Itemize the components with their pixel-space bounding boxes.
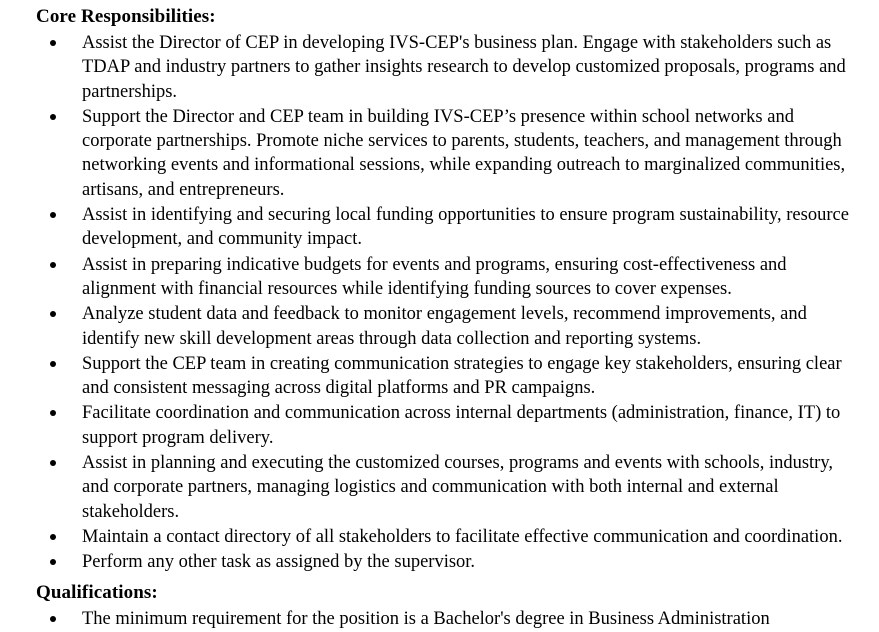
bullet-icon xyxy=(50,410,56,416)
list-item-text: Assist in identifying and securing local funding opportunities to ensure program sustainability, resource development, and community impact. xyxy=(82,205,849,250)
list-item xyxy=(36,203,861,252)
list-item xyxy=(36,607,861,631)
bullet-icon xyxy=(50,534,56,540)
bullet-icon xyxy=(50,212,56,218)
bullet-icon xyxy=(50,114,56,120)
bullet-icon xyxy=(50,262,56,268)
list-item-text: Perform any other task as assigned by the supervisor. xyxy=(82,552,476,573)
section-heading-qualifications: Qualifications: xyxy=(36,581,158,603)
list-item-text: Maintain a contact directory of all stakeholders to facilitate effective communication and coordination. xyxy=(82,526,843,547)
bullet-icon xyxy=(50,40,56,46)
list-item-text: Support the CEP team in creating communication strategies to engage key stakeholders, ensuring clear and consistent messaging across digital platforms and PR campaigns. xyxy=(82,353,842,399)
list-item-text: Facilitate coordination and communication across internal departments (administration, finance, IT) to support program delivery. xyxy=(82,403,841,448)
list-item-text: Assist in planning and executing the customized courses, programs and events with schools, industry, and corporate partners, managing logistics and communication with both internal and external stakeholders. xyxy=(82,453,834,522)
list-item xyxy=(36,525,861,549)
list-item-text: The minimum requirement for the position is a Bachelor's degree in Business Administration xyxy=(82,608,770,629)
list-item xyxy=(36,352,861,401)
list-item xyxy=(36,451,861,524)
section-qualifications xyxy=(36,580,861,632)
bullet-icon xyxy=(50,460,56,466)
bullet-icon xyxy=(50,361,56,367)
list-item-text: Analyze student data and feedback to monitor engagement levels, recommend improvements, and identify new skill development areas through data collection and reporting systems. xyxy=(82,304,807,349)
list-item xyxy=(36,105,861,202)
list-item-text: Assist in preparing indicative budgets for events and programs, ensuring cost-effectiveness and alignment with financial resources while identifying funding sources to cover expenses. xyxy=(82,254,787,299)
section-heading-core-responsibilities: Core Responsibilities: xyxy=(36,6,216,27)
core-responsibilities-list xyxy=(36,31,861,575)
list-item xyxy=(36,401,861,450)
list-item xyxy=(36,31,861,104)
section-core-responsibilities xyxy=(36,4,861,575)
bullet-icon xyxy=(50,559,56,565)
bullet-icon xyxy=(50,311,56,317)
list-item xyxy=(36,302,861,351)
list-item-text: Support the Director and CEP team in building IVS-CEP’s presence within school networks and corporate partnerships. Promote niche services to parents, students, teachers, and management through networking events and informational sessions, while expanding outreach to marginalized communities, artisans, and entrepreneurs. xyxy=(82,106,846,200)
list-item xyxy=(36,253,861,302)
bullet-icon xyxy=(50,616,56,622)
qualifications-list xyxy=(36,607,861,631)
list-item xyxy=(36,550,861,574)
list-item-text: Assist the Director of CEP in developing IVS-CEP's business plan. Engage with stakeholders such as TDAP and industry partners to gather insights research to develop customized proposals, programs and partnerships. xyxy=(82,33,846,102)
